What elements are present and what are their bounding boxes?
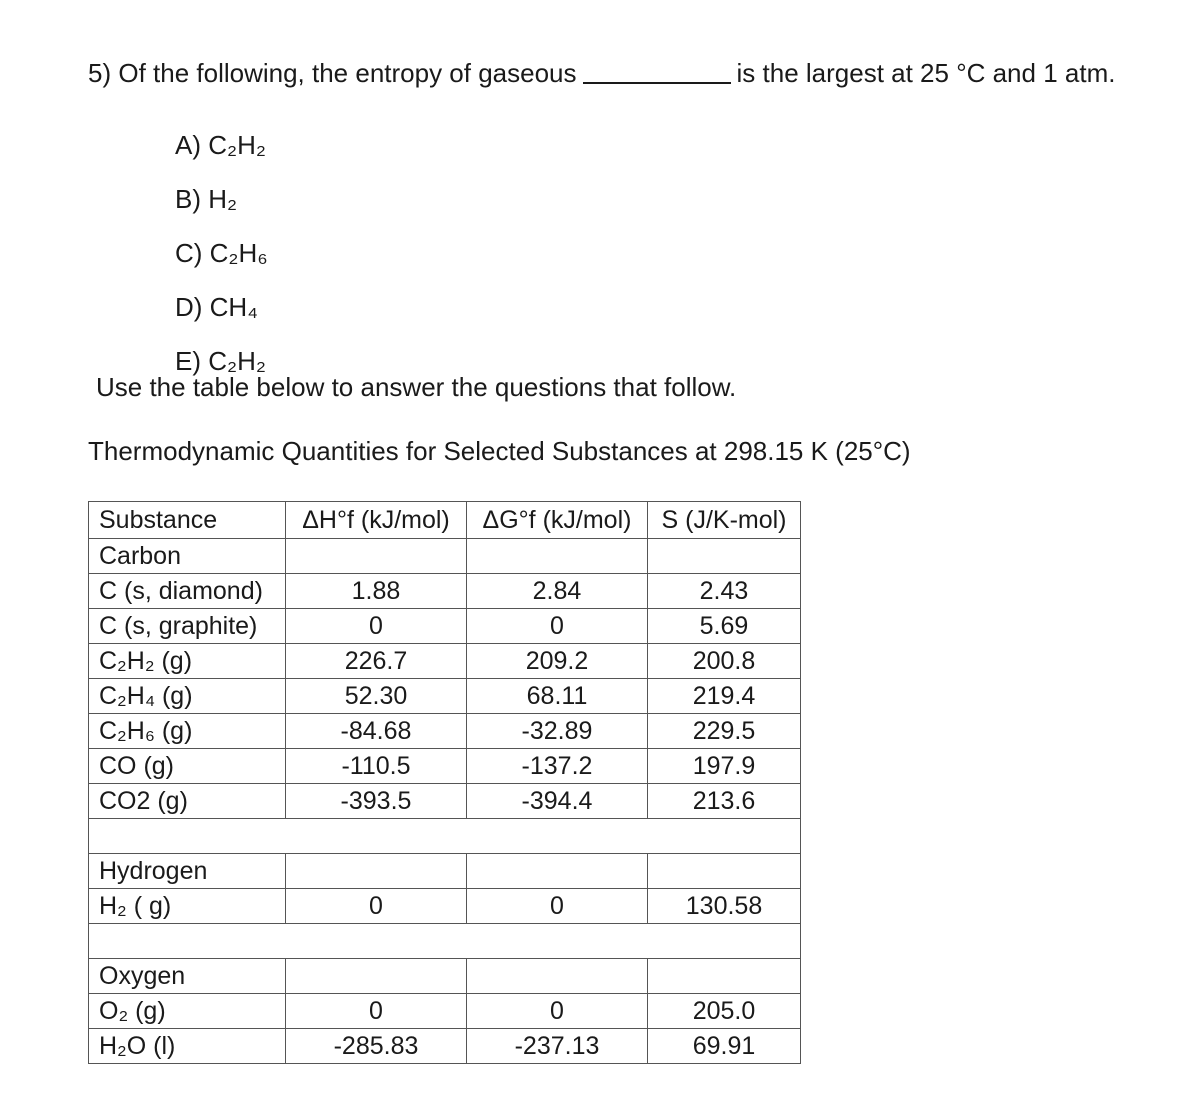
choice-e: E) C₂H₂ [175, 346, 266, 376]
dhf-cell: -84.68 [286, 714, 467, 749]
substance-cell: C (s, graphite) [89, 609, 286, 644]
group-name: Oxygen [89, 959, 286, 994]
entropy-cell: 229.5 [648, 714, 801, 749]
entropy-cell: 130.58 [648, 889, 801, 924]
table-title: Thermodynamic Quantities for Selected Substances at 298.15 K (25°C) [88, 436, 911, 466]
table-row [89, 994, 801, 1029]
entropy-cell: 219.4 [648, 679, 801, 714]
spacer-row [89, 924, 801, 959]
empty-cell [286, 959, 467, 994]
group-name: Hydrogen [89, 854, 286, 889]
header-dhf: ΔH°f (kJ/mol) [286, 502, 467, 539]
dhf-cell: 0 [286, 609, 467, 644]
answer-choices [175, 118, 268, 388]
group-header-row [89, 854, 801, 889]
dgf-cell: -394.4 [467, 784, 648, 819]
question-prefix: 5) Of the following, the entropy of gaseous [88, 58, 577, 88]
entropy-cell: 2.43 [648, 574, 801, 609]
dhf-cell: -285.83 [286, 1029, 467, 1064]
entropy-cell: 205.0 [648, 994, 801, 1029]
substance-cell: H₂ ( g) [89, 889, 286, 924]
thermo-table [88, 501, 801, 1064]
dgf-cell: 0 [467, 609, 648, 644]
empty-cell [648, 539, 801, 574]
table-row [89, 644, 801, 679]
empty-cell [286, 854, 467, 889]
choice-d: D) CH₄ [175, 292, 258, 322]
header-substance: Substance [89, 502, 286, 539]
question-text [88, 58, 1115, 89]
empty-cell [467, 959, 648, 994]
dgf-cell: -237.13 [467, 1029, 648, 1064]
header-entropy: S (J/K-mol) [648, 502, 801, 539]
empty-cell [467, 539, 648, 574]
empty-cell [648, 959, 801, 994]
table-row [89, 1029, 801, 1064]
table-row [89, 714, 801, 749]
dhf-cell: -110.5 [286, 749, 467, 784]
substance-cell: C (s, diamond) [89, 574, 286, 609]
table-row [89, 609, 801, 644]
dgf-cell: 2.84 [467, 574, 648, 609]
substance-cell: CO2 (g) [89, 784, 286, 819]
answer-blank [583, 81, 731, 84]
question-suffix: is the largest at 25 °C and 1 atm. [736, 58, 1116, 88]
group-header-row [89, 539, 801, 574]
dhf-cell: 0 [286, 994, 467, 1029]
dhf-cell: 226.7 [286, 644, 467, 679]
choice-b: B) H₂ [175, 184, 238, 214]
group-name: Carbon [89, 539, 286, 574]
dhf-cell: 0 [286, 889, 467, 924]
table-row [89, 749, 801, 784]
dgf-cell: 209.2 [467, 644, 648, 679]
empty-cell [467, 854, 648, 889]
substance-cell: C₂H₆ (g) [89, 714, 286, 749]
entropy-cell: 197.9 [648, 749, 801, 784]
entropy-cell: 69.91 [648, 1029, 801, 1064]
instruction-text: Use the table below to answer the questions that follow. [96, 372, 737, 402]
table-row [89, 574, 801, 609]
entropy-cell: 200.8 [648, 644, 801, 679]
spacer-cell [89, 819, 801, 854]
dgf-cell: -32.89 [467, 714, 648, 749]
dhf-cell: -393.5 [286, 784, 467, 819]
table-row [89, 889, 801, 924]
spacer-cell [89, 924, 801, 959]
table-header-row [89, 502, 801, 539]
substance-cell: CO (g) [89, 749, 286, 784]
table-row [89, 784, 801, 819]
dgf-cell: -137.2 [467, 749, 648, 784]
empty-cell [286, 539, 467, 574]
empty-cell [648, 854, 801, 889]
header-dgf: ΔG°f (kJ/mol) [467, 502, 648, 539]
dgf-cell: 0 [467, 994, 648, 1029]
dgf-cell: 0 [467, 889, 648, 924]
substance-cell: C₂H₄ (g) [89, 679, 286, 714]
table-row [89, 679, 801, 714]
substance-cell: O₂ (g) [89, 994, 286, 1029]
choice-c: C) C₂H₆ [175, 238, 268, 268]
spacer-row [89, 819, 801, 854]
dhf-cell: 1.88 [286, 574, 467, 609]
entropy-cell: 5.69 [648, 609, 801, 644]
substance-cell: H₂O (l) [89, 1029, 286, 1064]
group-header-row [89, 959, 801, 994]
choice-a: A) C₂H₂ [175, 130, 266, 160]
entropy-cell: 213.6 [648, 784, 801, 819]
dgf-cell: 68.11 [467, 679, 648, 714]
dhf-cell: 52.30 [286, 679, 467, 714]
substance-cell: C₂H₂ (g) [89, 644, 286, 679]
